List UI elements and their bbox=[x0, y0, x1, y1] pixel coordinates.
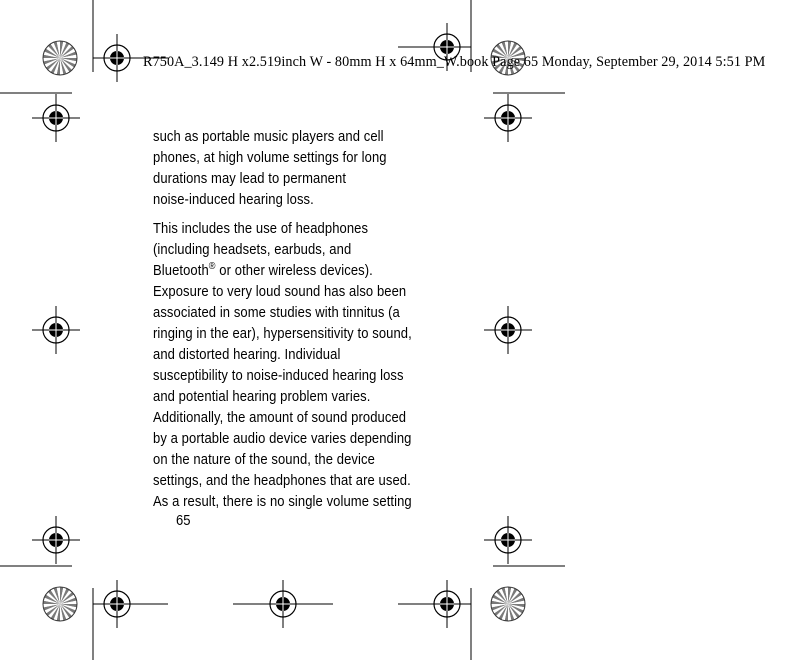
text-line: noise-induced hearing loss. bbox=[153, 192, 314, 208]
registration-target-icon bbox=[32, 94, 80, 142]
text-line: durations may lead to permanent bbox=[153, 171, 347, 187]
registration-target-icon bbox=[484, 94, 532, 142]
color-wheel-icon bbox=[491, 587, 525, 621]
text-line: Exposure to very loud sound has also been bbox=[153, 284, 407, 300]
color-wheel-icon bbox=[43, 41, 77, 75]
text-line: on the nature of the sound, the device bbox=[153, 452, 375, 468]
body-text bbox=[153, 127, 426, 513]
text-run: Bluetooth bbox=[153, 263, 209, 279]
text-line bbox=[153, 261, 426, 282]
text-line: phones, at high volume settings for long bbox=[153, 150, 387, 166]
text-run: or other wireless devices). bbox=[215, 263, 373, 279]
registration-target-icon bbox=[423, 580, 471, 628]
text-line: such as portable music players and cell bbox=[153, 129, 384, 145]
text-line: associated in some studies with tinnitus (a bbox=[153, 305, 400, 321]
registered-mark: ® bbox=[208, 261, 216, 273]
text-line: ringing in the ear), hypersensitivity to sound, bbox=[153, 326, 412, 342]
text-line: settings, and the headphones that are used. bbox=[153, 473, 411, 489]
text-line: by a portable audio device varies depending bbox=[153, 431, 412, 447]
text-line: and potential hearing problem varies. bbox=[153, 389, 371, 405]
text-line: susceptibility to noise-induced hearing loss bbox=[153, 368, 404, 384]
registration-target-icon bbox=[484, 306, 532, 354]
registration-target-icon bbox=[484, 516, 532, 564]
page-number: 65 bbox=[176, 513, 191, 529]
registration-target-icon bbox=[93, 580, 141, 628]
registration-target-icon bbox=[32, 516, 80, 564]
text-line: Additionally, the amount of sound produced bbox=[153, 410, 407, 426]
registration-target-icon bbox=[93, 34, 141, 82]
registration-target-icon bbox=[259, 580, 307, 628]
text-line: and distorted hearing. Individual bbox=[153, 347, 341, 363]
color-wheel-icon bbox=[43, 587, 77, 621]
text-line: This includes the use of headphones bbox=[153, 221, 369, 237]
text-line: (including headsets, earbuds, and bbox=[153, 242, 352, 258]
text-line: As a result, there is no single volume setting bbox=[153, 494, 412, 510]
registration-target-icon bbox=[32, 306, 80, 354]
header-slug: R750A_3.149 H x2.519inch W - 80mm H x 64mm_W.book Page 65 Monday, September 29, 2014 5:51 PM bbox=[143, 54, 766, 70]
